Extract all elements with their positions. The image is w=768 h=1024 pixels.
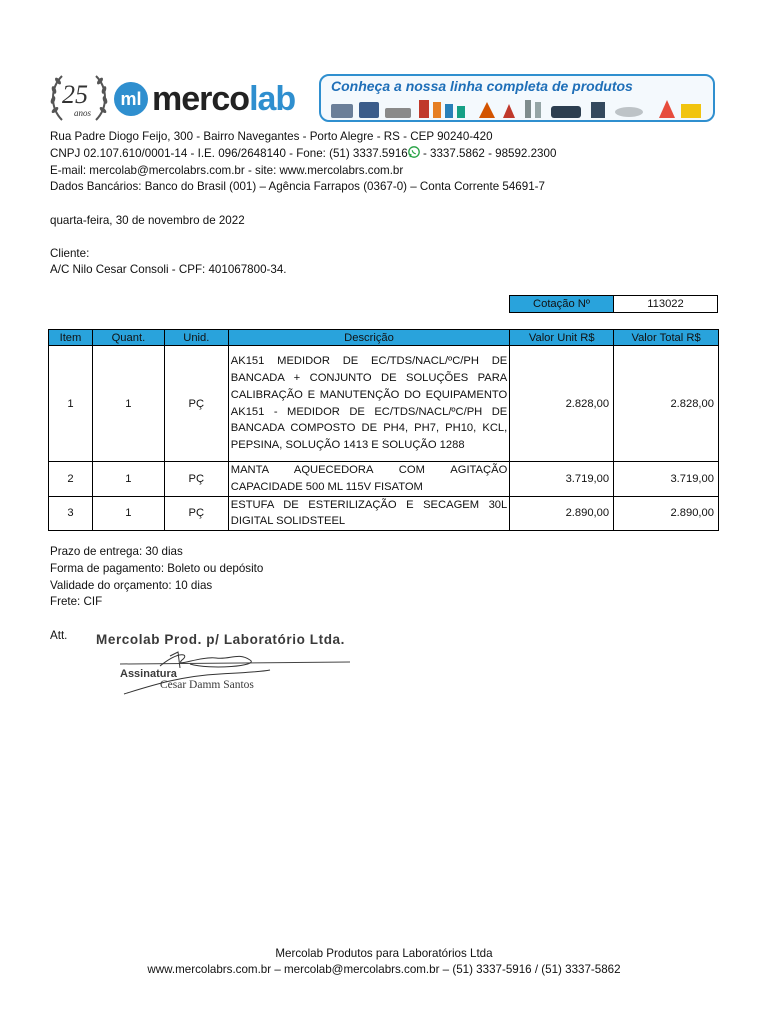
anniversary-label: anos — [74, 108, 92, 118]
item-quantity: 1 — [92, 496, 164, 531]
table-row — [49, 346, 719, 462]
item-unit: PÇ — [164, 462, 228, 497]
signer-name: Cesar Damm Santos — [160, 679, 254, 691]
item-quantity: 1 — [92, 462, 164, 497]
item-description — [228, 346, 510, 462]
table-header-row — [49, 330, 719, 346]
registration-phones-extra: - 3337.5862 - 98592.2300 — [419, 147, 557, 160]
item-unit-price: 2.890,00 — [510, 496, 614, 531]
item-description-text: ESTUFA DE ESTERILIZAÇÃO E SECAGEM 30L — [230, 498, 508, 511]
item-description — [228, 462, 510, 497]
item-total: 2.828,00 — [614, 346, 719, 462]
items-table — [48, 329, 719, 531]
footer-contacts: www.mercolabrs.com.br – mercolab@mercolabrs.com.br – (51) 3337-5916 / (51) 3337-5862 — [147, 963, 621, 976]
table-row — [49, 496, 719, 531]
signature-label: Assinatura — [120, 668, 177, 680]
table-row — [49, 462, 719, 497]
quote-number-box — [509, 295, 718, 313]
anniversary-number: 25 — [62, 80, 88, 109]
payment-term: Forma de pagamento: Boleto ou depósito — [50, 561, 264, 575]
item-total: 3.719,00 — [614, 462, 719, 497]
column-header: Descrição — [228, 330, 510, 346]
item-number: 1 — [49, 346, 93, 462]
column-header: Quant. — [92, 330, 164, 346]
stamp-company-name: Mercolab Prod. p/ Laboratório Ltda. — [96, 632, 346, 647]
quote-terms — [50, 544, 263, 611]
item-unit-price: 2.828,00 — [510, 346, 614, 462]
column-header: Item — [49, 330, 93, 346]
att-label: Att. — [50, 629, 68, 642]
banner-text: Conheça a nossa linha completa de produtos — [331, 78, 633, 94]
brand-name-part2: lab — [249, 80, 296, 118]
column-header: Unid. — [164, 330, 228, 346]
company-logo — [48, 68, 318, 128]
freight-term: Frete: CIF — [50, 595, 103, 609]
item-total: 2.890,00 — [614, 496, 719, 531]
item-description-text: AK151 MEDIDOR DE EC/TDS/NACL/ºC/PH DE BANCADA + CONJUNTO DE SOLUÇÕES PARA CALIBRAÇÃO E MANUTENÇÃO DO EQUIPAMENTO AK151 - MEDIDOR DE EC/TDS/NACL/ºC/PH DE BANCADA COMPOSTO DE PH4, PH7, PH10, KCL, — [230, 355, 508, 435]
item-number: 2 — [49, 462, 93, 497]
item-description-text: MANTA AQUECEDORA COM AGITAÇÃO — [230, 464, 508, 476]
brand-name-part1: merco — [152, 80, 250, 118]
validity-term: Validade do orçamento: 10 dias — [50, 578, 213, 592]
item-description-last-line: CAPACIDADE 500 ML 115V FISATOM — [230, 480, 423, 493]
quote-date: quarta-feira, 30 de novembro de 2022 — [50, 214, 245, 227]
products-banner — [319, 74, 715, 122]
item-description — [228, 496, 510, 531]
item-quantity: 1 — [92, 346, 164, 462]
footer-company: Mercolab Produtos para Laboratórios Ltda — [275, 947, 493, 960]
column-header: Valor Unit R$ — [510, 330, 614, 346]
item-unit: PÇ — [164, 346, 228, 462]
company-address: Rua Padre Diogo Feijo, 300 - Bairro Navegantes - Porto Alegre - RS - CEP 90240-420 — [50, 130, 493, 143]
item-description-last-line: PEPSINA, SOLUÇÃO 1413 E SOLUÇÃO 1288 — [230, 439, 465, 452]
delivery-term: Prazo de entrega: 30 dias — [50, 545, 183, 558]
company-registration — [50, 146, 556, 163]
item-description-last-line: DIGITAL SOLIDSTEEL — [230, 515, 346, 528]
quote-number-value: 113022 — [614, 296, 718, 313]
company-email: E-mail: mercolab@mercolabrs.com.br - site: www.mercolabrs.com.br — [50, 164, 404, 177]
item-unit-price: 3.719,00 — [510, 462, 614, 497]
client-name: A/C Nilo Cesar Consoli - CPF: 401067800-34. — [50, 263, 287, 276]
column-header: Valor Total R$ — [614, 330, 719, 346]
whatsapp-icon — [408, 146, 420, 158]
item-unit: PÇ — [164, 496, 228, 531]
item-number: 3 — [49, 496, 93, 531]
quote-number-label: Cotação Nº — [510, 296, 614, 313]
logo-mark: ml — [114, 82, 148, 116]
bank-details: Dados Bancários: Banco do Brasil (001) – Agência Farrapos (0367-0) – Conta Corrente 54691-7 — [50, 180, 545, 193]
client-label: Cliente: — [50, 247, 90, 260]
brand-name — [152, 80, 295, 118]
registration-phone: CNPJ 02.107.610/0001-14 - I.E. 096/2648140 - Fone: (51) 3337.5916 — [50, 147, 408, 160]
lab-products-icon — [329, 96, 705, 120]
